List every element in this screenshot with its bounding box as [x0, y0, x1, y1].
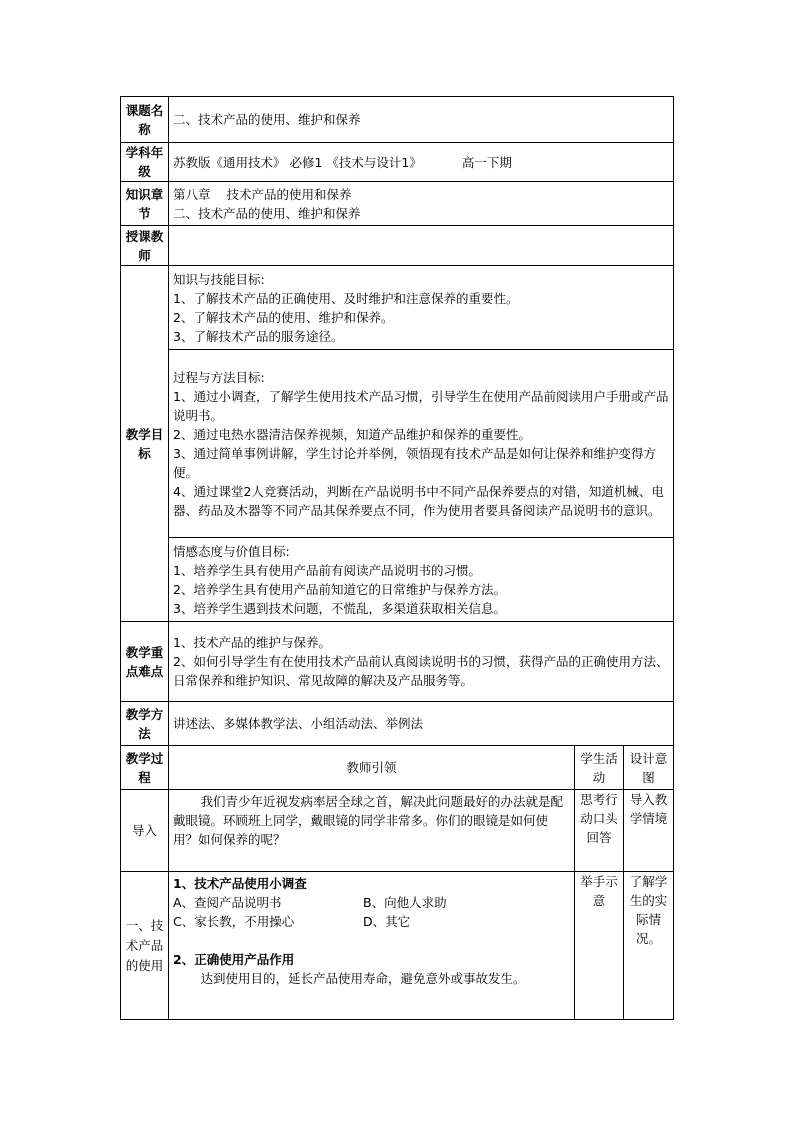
part1-student: 举手示意: [575, 872, 624, 1020]
header-student-activity: 学生活动: [575, 746, 624, 790]
label-goals: 教学目标: [121, 266, 169, 622]
label-intro: 导入: [121, 790, 169, 872]
lesson-plan-table: [120, 96, 674, 1020]
row-title: [121, 97, 674, 143]
label-methods: 教学方法: [121, 702, 169, 746]
option-b: B、向他人求助: [363, 895, 447, 910]
row-goals-attitude: [121, 538, 674, 622]
chapter-section: 二、技术产品的使用、维护和保养: [173, 205, 361, 221]
value-teacher: [169, 226, 674, 266]
row-grade: [121, 143, 674, 182]
part1-content: [169, 872, 575, 1020]
role-text: 达到使用目的，延长产品使用寿命，避免意外或事故发生。: [200, 971, 526, 986]
row-key-points: [121, 622, 674, 702]
grade-book: 苏教版《通用技术》 必修1 《技术与设计1》: [173, 154, 422, 170]
intro-design: 导入教学情境: [624, 790, 674, 872]
label-teacher: 授课教师: [121, 226, 169, 266]
label-part1: 一、技术产品的使用: [121, 872, 169, 1020]
goals-attitude: 情感态度与价值目标: 1、培养学生具有使用产品前有阅读产品说明书的习惯。 2、培养学生具有使用产品前知道它的日常维护与保养方法。 3、培养学生遇到技术问题，不慌乱，多渠道获取相关信息。: [169, 538, 674, 622]
value-chapter: [169, 182, 674, 226]
role-title: 2、正确使用产品作用: [173, 952, 295, 967]
intro-student: 思考行动口头回答: [575, 790, 624, 872]
intro-text: 我们青少年近视发病率居全球之首，解决此问题最好的办法就是配戴眼镜。环顾班上同学，戴眼镜的同学非常多。你们的眼镜是如何使用？如何保养的呢？: [169, 790, 575, 872]
grade-term: 高一下期: [461, 154, 512, 170]
label-grade: 学科年级: [121, 143, 169, 182]
chapter-name: 技术产品的使用和保养: [226, 186, 352, 202]
label-process: 教学过程: [121, 746, 169, 790]
row-part1: [121, 872, 674, 1020]
row-intro: [121, 790, 674, 872]
label-chapter: 知识章节: [121, 182, 169, 226]
row-goals-knowledge: [121, 266, 674, 350]
goals-knowledge: 知识与技能目标: 1、了解技术产品的正确使用、及时维护和注意保养的重要性。 2、了解技术产品的使用、维护和保养。 3、了解技术产品的服务途径。: [169, 266, 674, 350]
row-teacher: [121, 226, 674, 266]
survey-title: 1、技术产品使用小调查: [173, 876, 307, 891]
value-key-points: 1、技术产品的维护与保养。 2、如何引导学生有在使用技术产品前认真阅读说明书的习惯，获得产品的正确使用方法、日常保养和维护知识、常见故障的解决及产品服务等。: [169, 622, 674, 702]
value-title: 二、技术产品的使用、维护和保养: [169, 97, 674, 143]
option-c: C、家长教，不用操心: [173, 914, 295, 929]
row-goals-process: [121, 350, 674, 538]
label-title: 课题名称: [121, 97, 169, 143]
header-design-intent: 设计意图: [624, 746, 674, 790]
value-methods: 讲述法、多媒体教学法、小组活动法、举例法: [169, 702, 674, 746]
goals-process: 过程与方法目标: 1、通过小调查，了解学生使用技术产品习惯，引导学生在使用产品前阅读用户手册或产品说明书。 2、通过电热水器清洁保养视频，知道产品维护和保养的重要性。 3、通过简单事例讲解，学生讨论并举例，领悟现有技术产品是如何让保养和维护变得方便。 4、通过课堂2人竞赛活动，判断在产品说明书中不同产品保养要点的对错，知道机械、电器、药品及木器等不同产品其保养要点不同，作为使用者要具备阅读产品说明书的意识。: [169, 350, 674, 538]
value-grade: [169, 143, 674, 182]
row-process-header: [121, 746, 674, 790]
part1-design: 了解学生的实际情况。: [624, 872, 674, 1020]
header-teacher-guide: 教师引领: [169, 746, 575, 790]
option-a: A、查阅产品说明书: [173, 895, 282, 910]
option-d: D、其它: [363, 914, 411, 929]
row-methods: [121, 702, 674, 746]
row-chapter: [121, 182, 674, 226]
label-key-points: 教学重点难点: [121, 622, 169, 702]
chapter-number: 第八章: [173, 186, 211, 202]
